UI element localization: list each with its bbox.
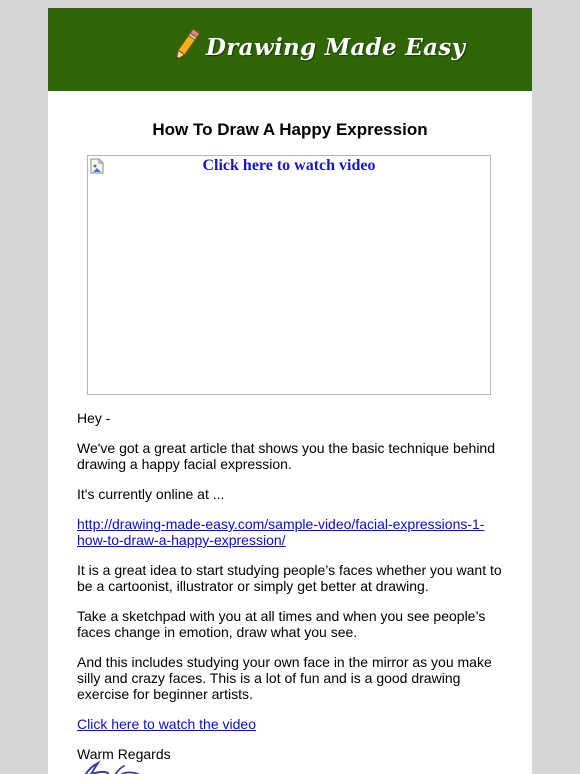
watch-video-link[interactable]: Click here to watch the video <box>77 716 256 732</box>
email-page <box>48 8 532 774</box>
video-link[interactable]: Click here to watch video <box>202 157 376 174</box>
greeting: Hey - <box>77 410 111 426</box>
article-url-link[interactable]: http://drawing-made-easy.com/sample-video/facial-expressions-1-how-to-draw-a-happy-expression/ <box>77 516 485 548</box>
paragraph-intro: We've got a great article that shows you the basic technique behind drawing a happy facial expression. <box>77 440 496 472</box>
watch-link-paragraph <box>77 716 507 732</box>
brand-name: Drawing Made Easy <box>206 34 466 61</box>
video-thumbnail[interactable] <box>87 155 491 395</box>
paragraph-sketchpad: Take a sketchpad with you at all times and when you see people’s faces change in emotion, draw what you see. <box>77 608 486 640</box>
url-paragraph <box>77 516 507 548</box>
pencil-icon <box>166 26 206 66</box>
page-title: How To Draw A Happy Expression <box>152 120 428 139</box>
paragraph-study-faces: It is a great idea to start studying people’s faces whether you want to be a cartoonist, illustrator or simply get better at drawing. <box>77 562 502 594</box>
closing: Warm Regards <box>77 746 171 762</box>
signature-image <box>78 760 148 774</box>
email-body <box>77 410 507 774</box>
logo[interactable] <box>166 26 466 70</box>
paragraph-mirror: And this includes studying your own face in the mirror as you make silly and crazy faces. This is a lot of fun and is a good drawing exercise for beginner artists. <box>77 654 492 702</box>
paragraph-online: It's currently online at ... <box>77 486 225 502</box>
header-banner <box>48 8 532 91</box>
